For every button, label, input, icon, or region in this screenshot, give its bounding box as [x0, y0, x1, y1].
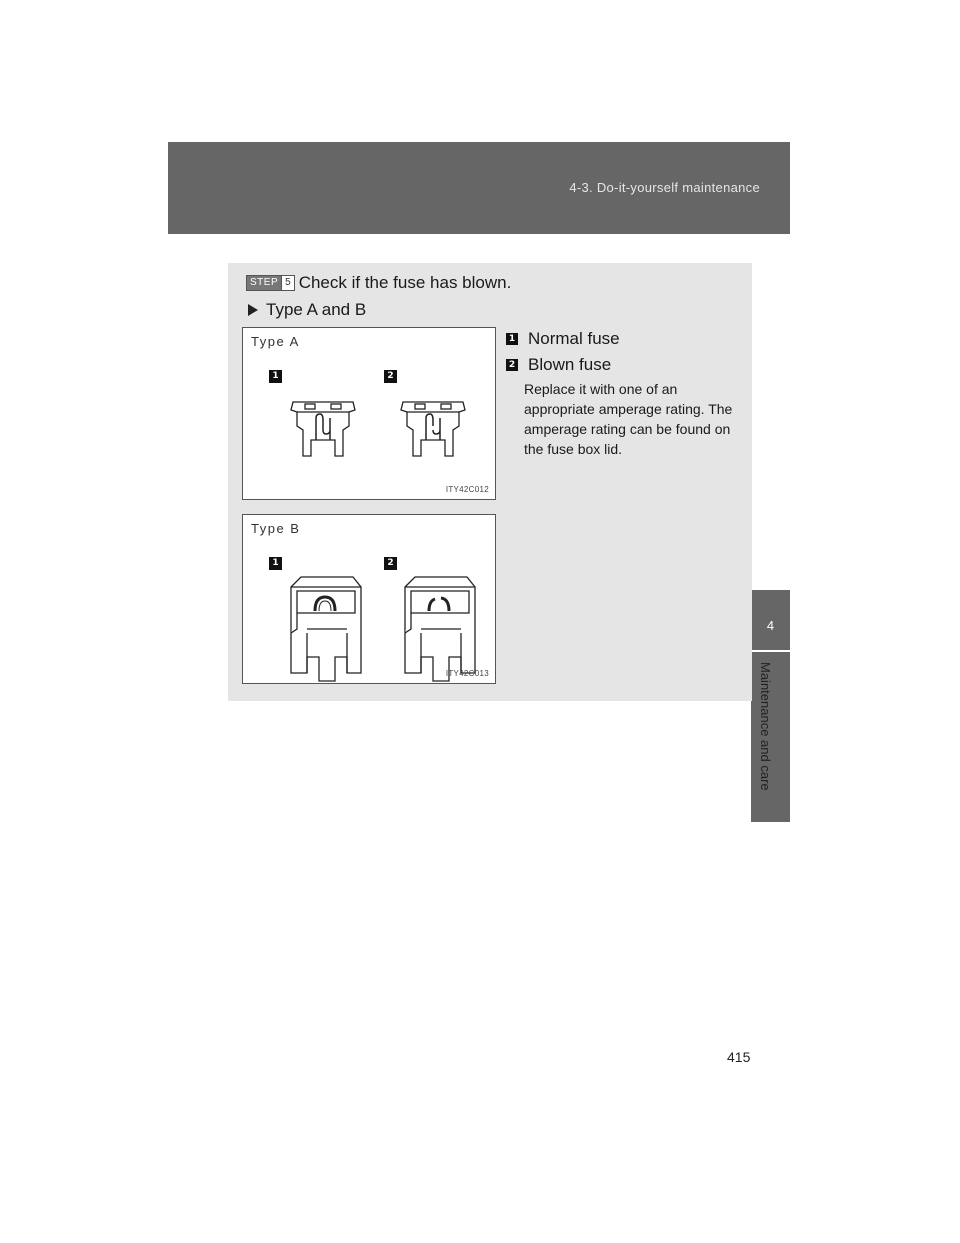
replacement-note: Replace it with one of an appropriate amperage rating. The amperage rating can be found on the fuse box lid.	[524, 381, 733, 457]
figure-label: Type B	[251, 521, 301, 536]
arrow-right-icon	[248, 304, 258, 316]
step-instruction	[246, 273, 511, 293]
chapter-number: 4	[766, 618, 775, 633]
figure-type-b	[242, 514, 496, 684]
figure-code: ITY42C013	[445, 669, 489, 678]
page-number: 415	[727, 1049, 751, 1065]
figure-label: Type A	[251, 334, 300, 349]
marker-normal: 1	[269, 370, 282, 383]
step-text: Check if the fuse has blown.	[298, 273, 512, 292]
figure-legend	[506, 327, 746, 379]
step-number: 5	[281, 276, 294, 290]
normal-fuse-type-b-icon	[287, 573, 367, 685]
header-band	[168, 142, 790, 234]
legend-item	[506, 353, 746, 377]
chapter-label: Maintenance and care	[758, 662, 773, 791]
marker-blown: 2	[384, 370, 397, 383]
step-word: STEP	[247, 276, 281, 290]
step-badge	[246, 275, 295, 291]
figure-code: ITY42C012	[445, 485, 489, 494]
section-title: 4-3. Do-it-yourself maintenance	[569, 180, 760, 195]
marker-normal: 1	[269, 557, 282, 570]
legend-marker: 1	[506, 333, 518, 345]
legend-item	[506, 327, 746, 351]
type-heading-text: Type A and B	[266, 300, 367, 319]
figure-type-a	[242, 327, 496, 500]
normal-fuse-type-a-icon	[283, 396, 363, 466]
blown-fuse-type-a-icon	[393, 396, 473, 466]
legend-text: Normal fuse	[528, 329, 620, 348]
marker-blown: 2	[384, 557, 397, 570]
legend-text: Blown fuse	[528, 355, 612, 374]
chapter-tab-divider	[751, 650, 790, 652]
legend-marker: 2	[506, 359, 518, 371]
type-heading	[248, 299, 366, 321]
content-panel	[228, 263, 752, 701]
